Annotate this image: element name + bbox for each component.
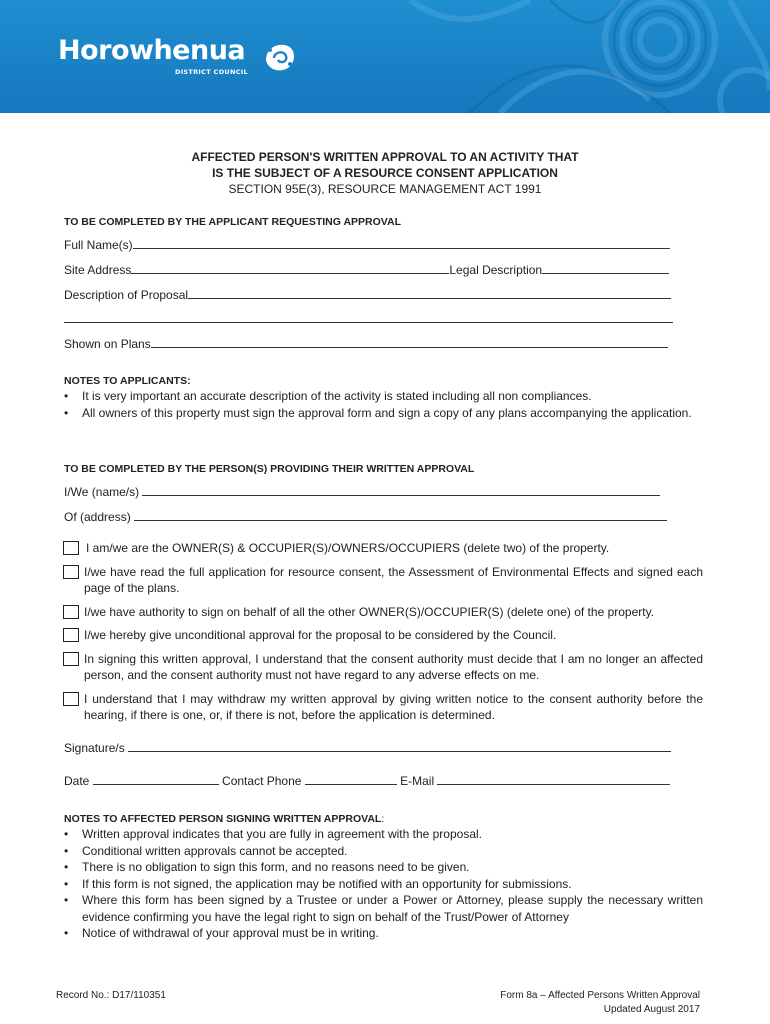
koru-pattern-decoration (350, 0, 770, 113)
list-item: • It is very important an accurate description of the activity is stated including all non compliances. (64, 388, 703, 405)
description-field-continued[interactable] (64, 311, 673, 323)
description-label: Description of Proposal (64, 288, 189, 302)
date-label: Date (64, 774, 90, 788)
shown-on-plans-row (64, 336, 668, 351)
contact-row (64, 773, 670, 788)
site-address-row (64, 262, 669, 277)
list-item: • There is no obligation to sign this form, and no reasons need to be given. (64, 859, 703, 876)
form-title-line-3: SECTION 95E(3), RESOURCE MANAGEMENT ACT 1991 (228, 182, 542, 196)
council-logo-wordmark: Horowhenua (58, 35, 246, 66)
unconditional-approval-checkbox[interactable] (63, 628, 79, 642)
read-application-text: I/we have read the full application for resource consent, the Assessment of Environmental Effects and signed each page of the plans. (84, 565, 703, 595)
signature-row (64, 740, 671, 755)
list-item: • If this form is not signed, the application may be notified with an opportunity for submissions. (64, 876, 703, 893)
full-name-row (64, 237, 670, 252)
not-affected-text: In signing this written approval, I understand that the consent authority must decide that I am no longer an affected person, and the consent authority must not have regard to any adverse effects on me. (84, 652, 703, 682)
applicant-section-heading: TO BE COMPLETED BY THE APPLICANT REQUESTING APPROVAL (64, 216, 401, 228)
iwe-name-field[interactable] (142, 484, 660, 496)
owner-occupier-checkbox[interactable] (63, 541, 79, 555)
header-banner (0, 0, 770, 113)
site-address-field[interactable] (131, 262, 449, 274)
form-title-line-2: IS THE SUBJECT OF A RESOURCE CONSENT APPLICATION (212, 166, 558, 180)
address-field[interactable] (134, 509, 667, 521)
approver-section-heading: TO BE COMPLETED BY THE PERSON(S) PROVIDING THEIR WRITTEN APPROVAL (64, 463, 475, 475)
contact-phone-label: Contact Phone (222, 774, 302, 788)
full-name-field[interactable] (133, 237, 670, 249)
address-label: Of (address) (64, 510, 131, 524)
description-row-2 (64, 311, 673, 326)
withdraw-approval-text: I understand that I may withdraw my written approval by giving written notice to the consent authority before the hearing, if there is one, or, if there is not, before the application is determined. (84, 692, 703, 722)
legal-description-label: Legal Description (449, 263, 543, 277)
form-number: Form 8a – Affected Persons Written Approval (500, 990, 700, 1001)
owner-occupier-text: I am/we are the OWNER(S) & OCCUPIER(S)/OWNERS/OCCUPIERS (delete two) of the property. (86, 541, 610, 555)
list-item: • All owners of this property must sign the approval form and sign a copy of any plans accompanying the application. (64, 405, 703, 422)
authority-checkbox[interactable] (63, 605, 79, 619)
signature-field[interactable] (128, 740, 671, 752)
list-item: • Conditional written approvals cannot be accepted. (64, 843, 703, 860)
updated-date: Updated August 2017 (603, 1004, 700, 1015)
address-row (64, 509, 667, 524)
read-application-checkbox[interactable] (63, 565, 79, 579)
form-title-line-1: AFFECTED PERSON'S WRITTEN APPROVAL TO AN ACTIVITY THAT (191, 150, 579, 164)
iwe-name-row (64, 484, 660, 499)
iwe-name-label: I/We (name/s) (64, 485, 140, 499)
council-logo-subtitle: DISTRICT COUNCIL (175, 68, 248, 76)
unconditional-approval-text: I/we hereby give unconditional approval for the proposal to be considered by the Council. (84, 628, 557, 642)
site-address-label: Site Address (64, 263, 132, 277)
full-name-label: Full Name(s) (64, 238, 133, 252)
list-item: • Where this form has been signed by a Trustee or under a Power or Attorney, please supply the necessary written evidence confirming you have the legal right to sign on behalf of the Trust/Power of Attorney (64, 892, 703, 925)
authority-text: I/we have authority to sign on behalf of all the other OWNER(S)/OCCUPIER(S) (delete one) of the property. (84, 605, 655, 619)
email-label: E-Mail (400, 774, 435, 788)
shown-on-plans-field[interactable] (151, 336, 668, 348)
legal-description-field[interactable] (542, 262, 669, 274)
description-row (64, 287, 671, 302)
record-number: Record No.: D17/110351 (56, 990, 166, 1001)
description-field[interactable] (188, 287, 671, 299)
not-affected-checkbox[interactable] (63, 652, 79, 666)
contact-phone-field[interactable] (305, 773, 397, 785)
withdraw-approval-checkbox[interactable] (63, 692, 79, 706)
list-item: • Notice of withdrawal of your approval must be in writing. (64, 925, 703, 942)
signature-label: Signature/s (64, 741, 125, 755)
email-field[interactable] (437, 773, 670, 785)
notes-affected-list (64, 826, 703, 942)
notes-affected-heading: NOTES TO AFFECTED PERSON SIGNING WRITTEN APPROVAL: (64, 813, 385, 825)
notes-applicants-heading: NOTES TO APPLICANTS: (64, 375, 191, 387)
council-logo-icon (262, 40, 298, 74)
date-field[interactable] (93, 773, 219, 785)
list-item: • Written approval indicates that you are fully in agreement with the proposal. (64, 826, 703, 843)
shown-on-plans-label: Shown on Plans (64, 337, 151, 351)
notes-applicants-list (64, 388, 703, 421)
